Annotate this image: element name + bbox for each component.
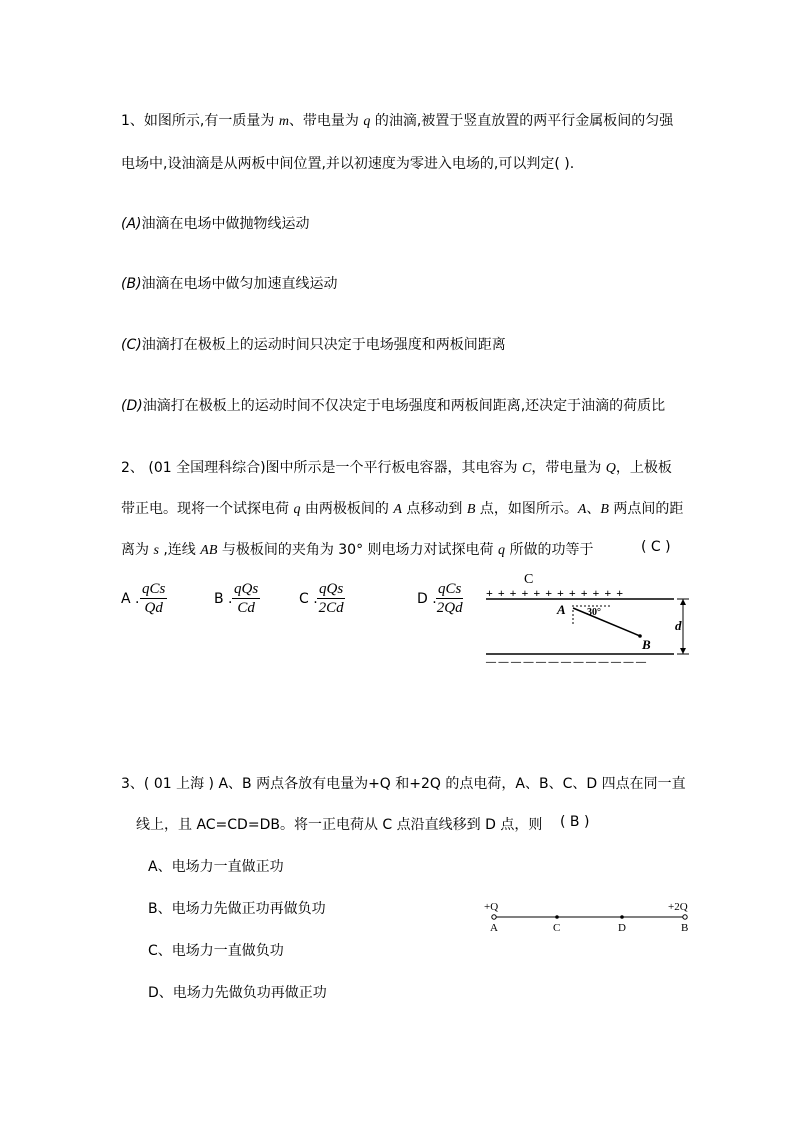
plus-signs: + + + + + + + + + + + + bbox=[486, 586, 625, 600]
segment-ab bbox=[573, 608, 640, 636]
q2-option-a-label: A . bbox=[121, 591, 140, 607]
charge-symbol: q bbox=[363, 114, 371, 129]
q2-line1: 2、 (01 全国理科综合)图中所示是一个平行板电容器，其电容为 C，带电量为 Q，上极板 bbox=[121, 460, 672, 476]
q1-line1: 1、如图所示,有一质量为 m、带电量为 q 的油滴,被置于竖直放置的两平行金属板间的匀强 bbox=[121, 113, 674, 129]
point-a-dot bbox=[492, 915, 496, 919]
distance-arrow-top bbox=[680, 599, 686, 605]
point-a-label: A bbox=[490, 922, 498, 934]
distance-label: d bbox=[675, 618, 682, 633]
point-charges-figure bbox=[482, 897, 697, 937]
q3-option-d: D、电场力先做负功再做正功 bbox=[148, 985, 327, 1001]
point-b-dot bbox=[683, 915, 687, 919]
point-b-label: B bbox=[681, 922, 689, 934]
point-d-dot bbox=[620, 915, 624, 919]
q1-line2: 电场中,设油滴是从两板中间位置,并以初速度为零进入电场的,可以判定( ). bbox=[121, 156, 575, 172]
q2-answer: ( C ) bbox=[641, 539, 671, 555]
plate-label-c: C bbox=[524, 572, 534, 587]
mass-symbol: m bbox=[278, 114, 289, 129]
q3-answer: ( B ) bbox=[560, 814, 590, 830]
distance-arrow-bottom bbox=[680, 648, 686, 654]
q2-option-c-fraction: qQs 2Cd bbox=[318, 581, 344, 616]
point-a-label: A bbox=[557, 602, 566, 617]
q1-option-c: (C)油滴打在极板上的运动时间只决定于电场强度和两板间距离 bbox=[121, 337, 506, 353]
q2-option-b-label: B . bbox=[214, 591, 233, 607]
capacitor-figure bbox=[480, 568, 695, 668]
q2-line2: 带正电。现将一个试探电荷 q 由两极板间的 A 点移动到 B 点，如图所示。A、B 两点间的距 bbox=[121, 501, 684, 517]
charge-right-label: +2Q bbox=[668, 901, 688, 913]
q3-line1: 3、( 01 上海 ) A、B 两点各放有电量为+Q 和+2Q 的点电荷，A、B、C、D 四点在同一直 bbox=[121, 776, 686, 792]
angle-label: 30° bbox=[587, 607, 601, 618]
q2-option-d-fraction: qCs 2Qd bbox=[436, 581, 463, 616]
q3-line2: 线上，且 AC=CD=DB。将一正电荷从 C 点沿直线移到 D 点，则 bbox=[136, 817, 543, 833]
charge-left-label: +Q bbox=[484, 901, 499, 913]
point-c-dot bbox=[555, 915, 559, 919]
q2-option-d-label: D . bbox=[417, 591, 437, 607]
q3-option-c: C、电场力一直做负功 bbox=[148, 943, 284, 959]
q3-option-a: A、电场力一直做正功 bbox=[148, 859, 284, 875]
q2-line3: 离为 s ,连线 AB 与极板间的夹角为 30° 则电场力对试探电荷 q 所做的功等于 bbox=[121, 542, 594, 558]
point-c-label: C bbox=[553, 922, 561, 934]
point-d-label: D bbox=[618, 922, 626, 934]
q1-option-d: (D)油滴打在极板上的运动时间不仅决定于电场强度和两板间距离,还决定于油滴的荷质比 bbox=[121, 398, 666, 414]
q1-option-a: (A)油滴在电场中做抛物线运动 bbox=[121, 216, 310, 232]
q1-option-b: (B)油滴在电场中做匀加速直线运动 bbox=[121, 276, 338, 292]
point-b-label: B bbox=[642, 637, 651, 652]
q2-option-c-label: C . bbox=[299, 591, 318, 607]
minus-signs: — — — — — — — — — — — — — bbox=[486, 657, 646, 668]
q2-option-a-fraction: qCs Qd bbox=[142, 581, 166, 616]
q3-option-b: B、电场力先做正功再做负功 bbox=[148, 901, 326, 917]
q2-option-b-fraction: qQs Cd bbox=[234, 581, 259, 616]
